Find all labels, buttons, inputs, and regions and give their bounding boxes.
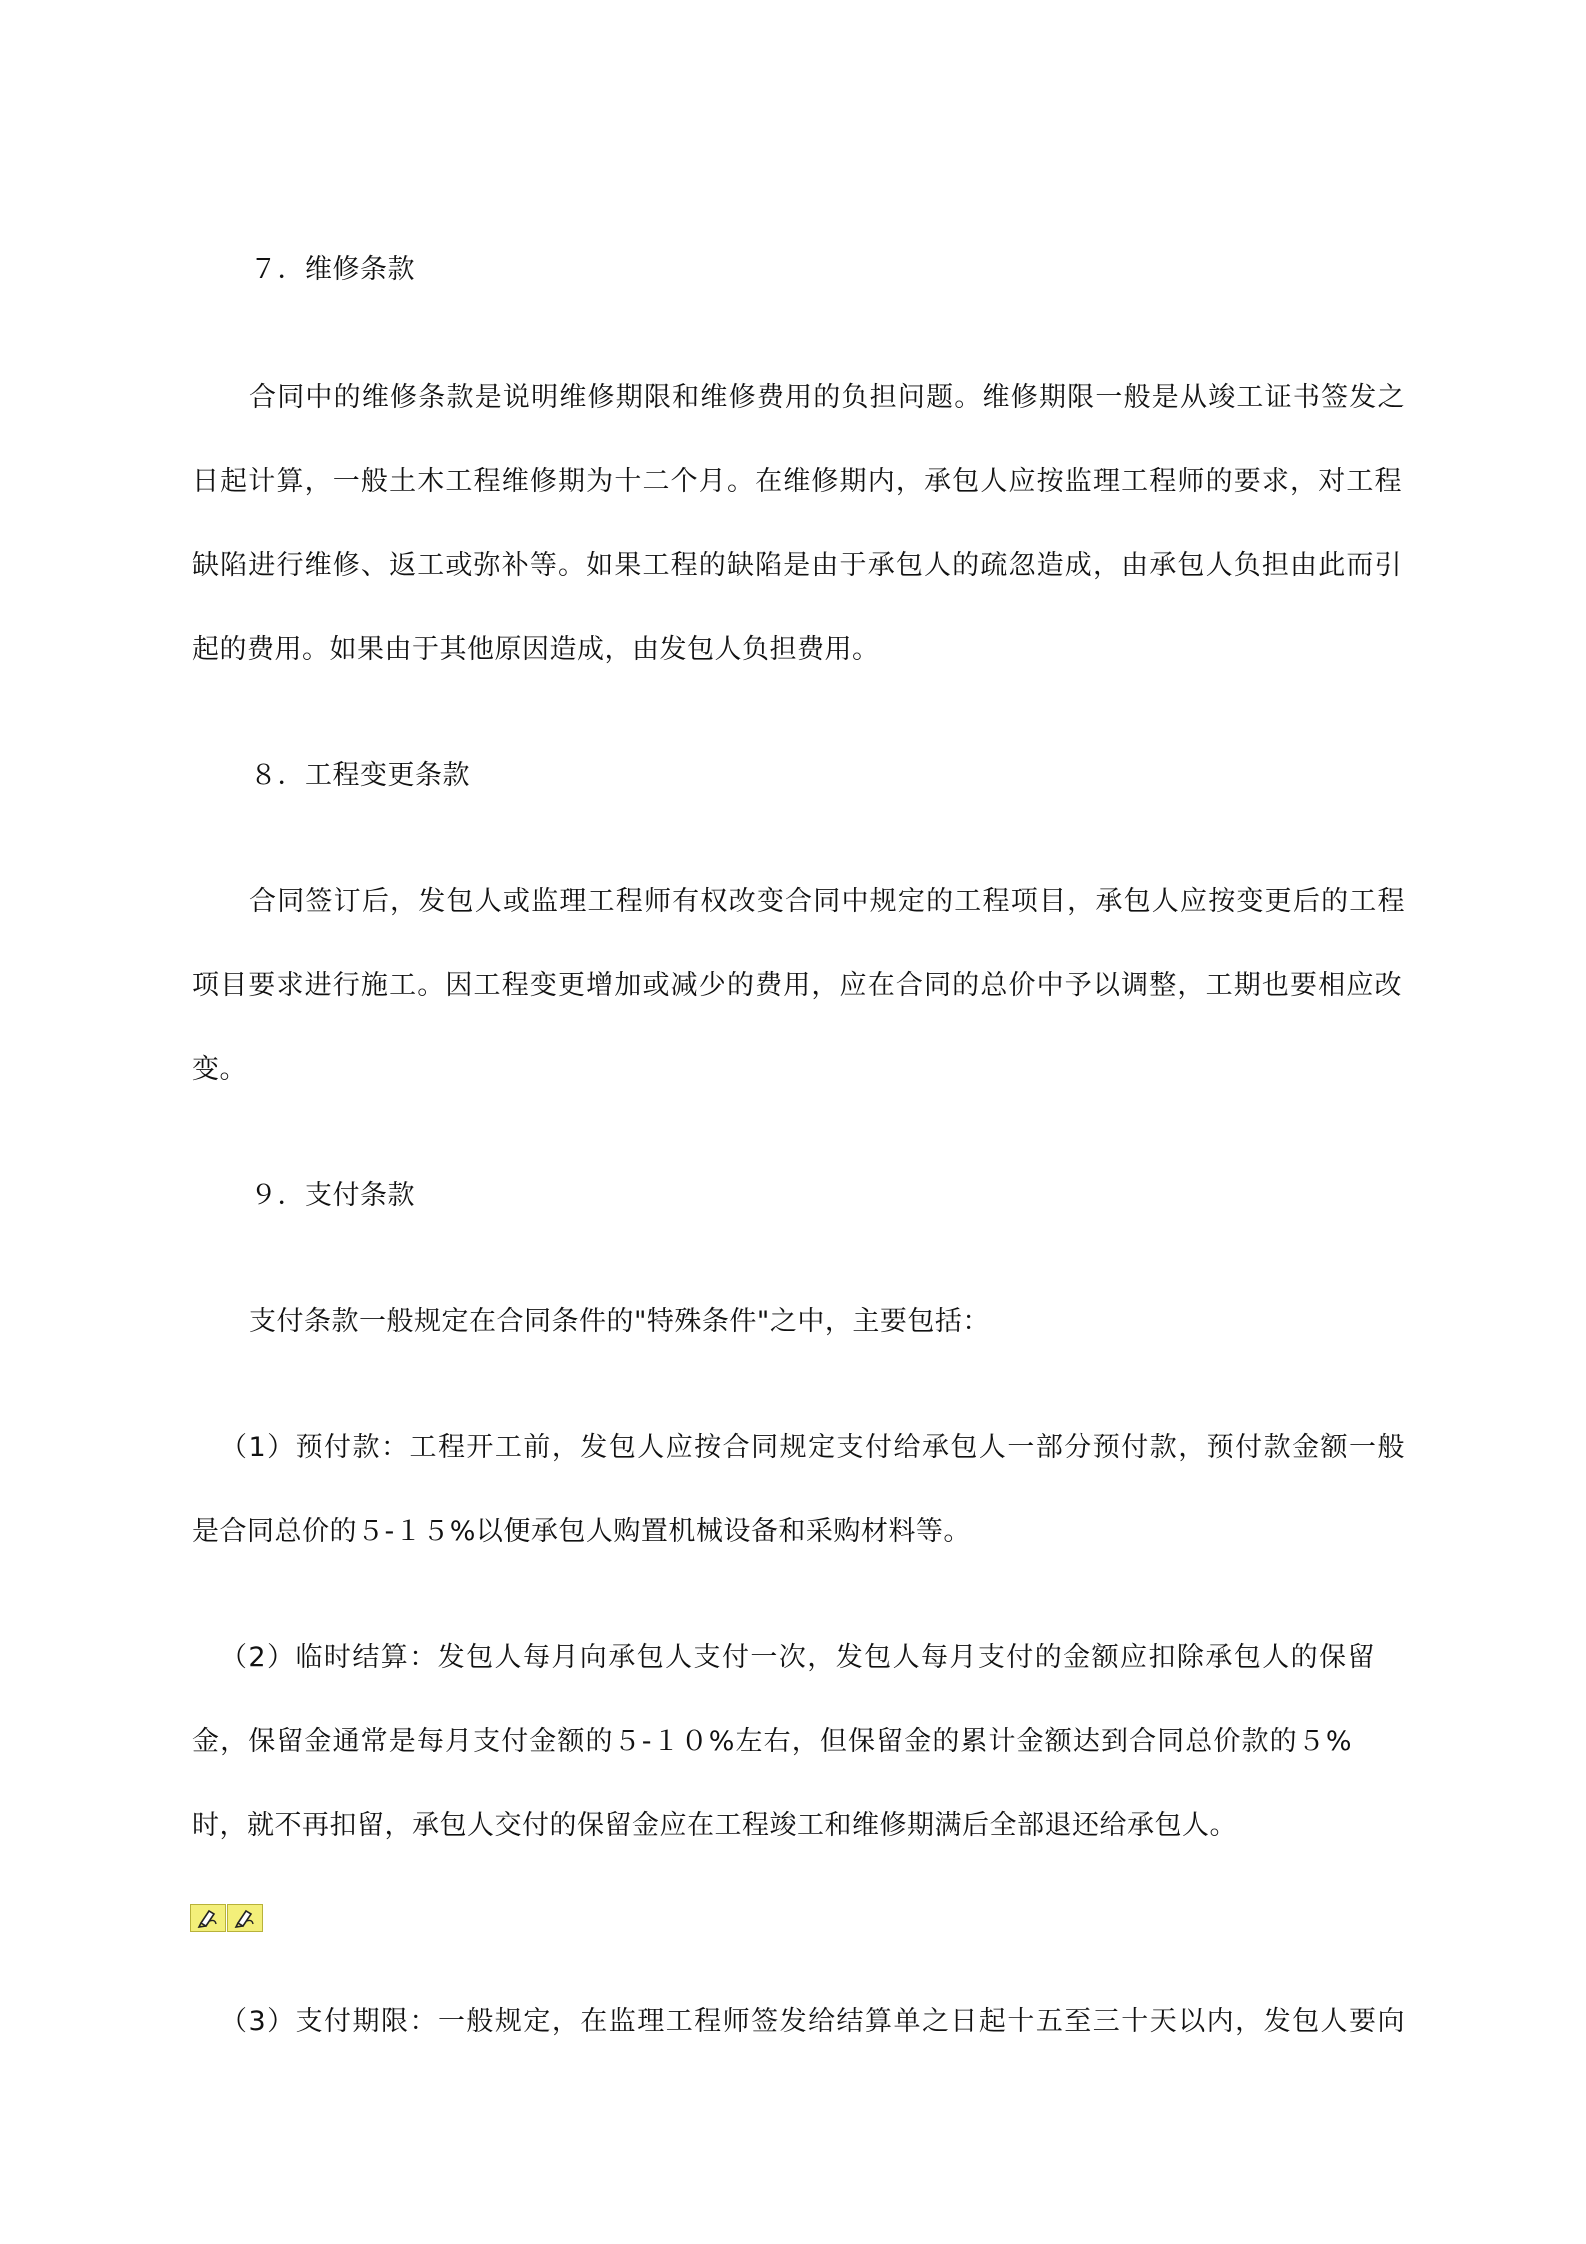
section-9-item-2-line-1: （2）临时结算：发包人每月向承包人支付一次，发包人每月支付的金额应扣除承包人的保留 <box>220 1642 1375 1673</box>
section-8-line-1: 合同签订后，发包人或监理工程师有权改变合同中规定的工程项目，承包人应按变更后的工程 <box>249 886 1405 917</box>
section-9-intro: 支付条款一般规定在合同条件的"特殊条件"之中，主要包括： <box>249 1306 990 1337</box>
section-8-heading: ８．工程变更条款 <box>250 760 470 791</box>
section-8-line-3: 变。 <box>192 1054 247 1085</box>
edit-icon[interactable] <box>227 1904 263 1932</box>
section-9-heading: ９．支付条款 <box>250 1180 415 1211</box>
section-9-item-2-line-3: 时，就不再扣留，承包人交付的保留金应在工程竣工和维修期满后全部退还给承包人。 <box>192 1810 1237 1841</box>
section-9-item-1-line-1: （1）预付款：工程开工前，发包人应按合同规定支付给承包人一部分预付款，预付款金额一般 <box>220 1432 1405 1463</box>
inline-icon-group <box>190 1904 263 1932</box>
section-7-line-4: 起的费用。如果由于其他原因造成，由发包人负担费用。 <box>192 634 880 665</box>
section-7-line-2: 日起计算，一般土木工程维修期为十二个月。在维修期内，承包人应按监理工程师的要求，对工程 <box>192 466 1402 497</box>
section-8-line-2: 项目要求进行施工。因工程变更增加或减少的费用，应在合同的总价中予以调整，工期也要相应改 <box>192 970 1402 1001</box>
section-7-line-1: 合同中的维修条款是说明维修期限和维修费用的负担问题。维修期限一般是从竣工证书签发之 <box>249 382 1405 413</box>
section-9-item-2-line-2: 金，保留金通常是每月支付金额的５-１０%左右，但保留金的累计金额达到合同总价款的５% <box>192 1726 1352 1757</box>
section-7-heading: ７．维修条款 <box>250 254 415 285</box>
section-9-item-1-line-2: 是合同总价的５-１５%以便承包人购置机械设备和采购材料等。 <box>192 1516 971 1547</box>
section-7-line-3: 缺陷进行维修、返工或弥补等。如果工程的缺陷是由于承包人的疏忽造成，由承包人负担由此而引 <box>192 550 1402 581</box>
edit-icon[interactable] <box>190 1904 226 1932</box>
section-9-item-3-line-1: （3）支付期限：一般规定，在监理工程师签发给结算单之日起十五至三十天以内，发包人要向 <box>220 2006 1405 2037</box>
